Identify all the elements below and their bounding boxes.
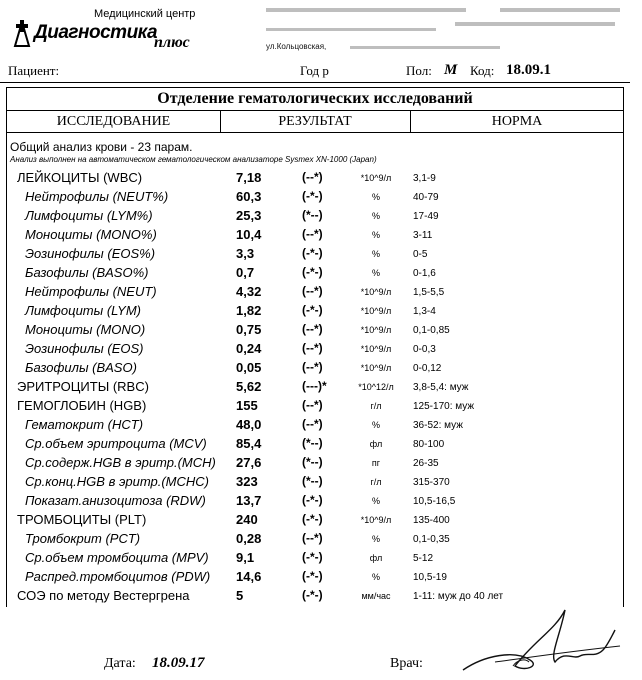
result-value: 13,7 <box>236 493 262 508</box>
result-value: 5,62 <box>236 379 262 394</box>
result-value: 27,6 <box>236 455 262 470</box>
result-value: 48,0 <box>236 417 262 432</box>
result-norm: 0,1-0,85 <box>413 325 450 336</box>
result-name: Распред.тромбоцитов (PDW) <box>25 569 211 584</box>
result-norm: 10,5-16,5 <box>413 496 456 507</box>
result-unit: *10^12/л <box>358 382 394 392</box>
result-name: Лимфоциты (LYM%) <box>25 208 153 223</box>
result-flag: (-*-) <box>302 246 323 260</box>
result-unit: % <box>371 211 380 221</box>
result-flag: (--*) <box>302 360 323 374</box>
result-name: Моноциты (MONO) <box>25 322 146 337</box>
result-value: 155 <box>236 398 258 413</box>
redacted-contact-2 <box>500 8 620 12</box>
result-flag: (-*-) <box>302 550 323 564</box>
result-row <box>0 569 642 588</box>
result-norm: 0-0,12 <box>413 363 442 374</box>
patient-info-row <box>0 62 642 82</box>
result-name: ЛЕЙКОЦИТЫ (WBC) <box>17 170 143 185</box>
result-value: 4,32 <box>236 284 262 299</box>
result-norm: 3,8-5,4: муж <box>413 382 469 393</box>
result-unit: *10^9/л <box>360 515 392 525</box>
redacted-contact-1 <box>266 8 466 12</box>
result-row <box>0 303 642 322</box>
result-row <box>0 246 642 265</box>
result-name: СОЭ по методу Вестергрена <box>17 588 190 603</box>
result-name: Моноциты (MONO%) <box>25 227 157 242</box>
result-row <box>0 474 642 493</box>
result-flag: (--*) <box>302 227 323 241</box>
date-value: 18.09.17 <box>152 655 205 671</box>
result-norm: 0-0,3 <box>413 344 436 355</box>
column-header-study: ИССЛЕДОВАНИЕ <box>7 111 221 133</box>
date-label: Дата: <box>104 656 136 671</box>
result-row <box>0 550 642 569</box>
result-unit: % <box>371 268 380 278</box>
result-unit: г/л <box>370 477 382 487</box>
column-header-norm: НОРМА <box>411 111 623 133</box>
result-row <box>0 398 642 417</box>
divider <box>0 82 630 83</box>
result-row <box>0 208 642 227</box>
result-flag: (*--) <box>302 436 323 450</box>
birth-year-label: Год р <box>300 63 329 78</box>
result-row <box>0 189 642 208</box>
result-unit: мм/час <box>361 591 391 601</box>
result-unit: % <box>371 420 380 430</box>
result-value: 0,75 <box>236 322 262 337</box>
result-value: 85,4 <box>236 436 262 451</box>
analysis-note: Анализ выполнен на автоматическом гематологическом анализаторе Sysmex XN-1000 (Japan) <box>10 155 377 164</box>
code-value: 18.09.1 <box>506 62 551 78</box>
result-norm: 315-370 <box>413 477 450 488</box>
result-unit: фл <box>369 439 383 449</box>
result-name: Эозинофилы (EOS%) <box>25 246 156 261</box>
result-unit: % <box>371 230 380 240</box>
result-norm: 1-11: муж до 40 лет <box>413 591 504 602</box>
result-flag: (--*) <box>302 284 323 298</box>
result-flag: (*--) <box>302 474 323 488</box>
result-row <box>0 360 642 379</box>
result-name: Ср.объем тромбоцита (MPV) <box>25 550 209 565</box>
result-name: Ср.содерж.HGB в эритр.(MCH) <box>25 455 216 470</box>
result-norm: 1,5-5,5 <box>413 287 445 298</box>
result-flag: (-*-) <box>302 493 323 507</box>
result-norm: 0,1-0,35 <box>413 534 450 545</box>
result-flag: (*--) <box>302 208 323 222</box>
redacted-contact-4 <box>455 22 615 26</box>
result-row <box>0 417 642 436</box>
result-value: 240 <box>236 512 258 527</box>
result-norm: 0-5 <box>413 249 428 260</box>
doctor-label: Врач: <box>390 656 423 671</box>
redacted-contact-3 <box>266 28 436 31</box>
result-value: 9,1 <box>236 550 255 565</box>
logo-main-text: Диагностика <box>34 22 158 43</box>
result-unit: *10^9/л <box>360 325 392 335</box>
result-row <box>0 284 642 303</box>
result-unit: % <box>371 496 380 506</box>
result-flag: (-*-) <box>302 569 323 583</box>
result-flag: (--*) <box>302 417 323 431</box>
result-flag: (--*) <box>302 398 323 412</box>
result-norm: 5-12 <box>413 553 434 564</box>
result-value: 60,3 <box>236 189 262 204</box>
logo-top-text: Медицинский центр <box>94 8 196 20</box>
result-value: 3,3 <box>236 246 255 261</box>
result-norm: 0-1,6 <box>413 268 436 279</box>
result-name: Тромбокрит (PCT) <box>25 531 141 546</box>
result-norm: 80-100 <box>413 439 445 450</box>
code-label: Код: <box>470 63 495 78</box>
result-norm: 17-49 <box>413 211 439 222</box>
result-name: Ср.конц.HGB в эритр.(MCHC) <box>25 474 210 489</box>
result-row <box>0 531 642 550</box>
result-unit: фл <box>369 553 383 563</box>
result-name: ЭРИТРОЦИТЫ (RBC) <box>17 379 149 394</box>
result-name: Лимфоциты (LYM) <box>25 303 142 318</box>
department-title: Отделение гематологических исследований <box>7 88 623 111</box>
result-flag: (---)* <box>302 379 327 393</box>
result-value: 0,28 <box>236 531 262 546</box>
result-unit: % <box>371 534 380 544</box>
result-row <box>0 512 642 531</box>
result-flag: (--*) <box>302 170 323 184</box>
redacted-contact-5 <box>350 46 500 49</box>
result-row <box>0 265 642 284</box>
result-norm: 3-11 <box>413 230 433 241</box>
result-value: 7,18 <box>236 170 262 185</box>
clinic-cross-icon <box>12 20 32 48</box>
sex-label: Пол: <box>406 63 432 78</box>
result-row <box>0 170 642 189</box>
result-unit: пг <box>371 458 381 468</box>
result-value: 0,05 <box>236 360 262 375</box>
result-value: 5 <box>236 588 244 603</box>
sex-value: М <box>444 62 458 78</box>
result-value: 323 <box>236 474 258 489</box>
result-norm: 36-52: муж <box>413 420 463 431</box>
result-norm: 10,5-19 <box>413 572 447 583</box>
result-norm: 135-400 <box>413 515 450 526</box>
result-norm: 3,1-9 <box>413 173 436 184</box>
result-unit: *10^9/л <box>360 344 392 354</box>
result-value: 25,3 <box>236 208 262 223</box>
result-unit: *10^9/л <box>360 306 392 316</box>
column-header-result: РЕЗУЛЬТАТ <box>220 111 411 133</box>
result-flag: (-*-) <box>302 588 323 602</box>
result-unit: г/л <box>370 401 382 411</box>
result-unit: *10^9/л <box>360 363 392 373</box>
clinic-address: ул.Кольцовская, <box>266 42 327 51</box>
result-flag: (-*-) <box>302 265 323 279</box>
result-name: ТРОМБОЦИТЫ (PLT) <box>17 512 147 527</box>
result-flag: (*--) <box>302 455 323 469</box>
analysis-title: Общий анализ крови - 23 парам. <box>10 140 193 154</box>
clinic-logo <box>6 8 206 56</box>
result-flag: (-*-) <box>302 189 323 203</box>
result-flag: (--*) <box>302 322 323 336</box>
result-flag: (--*) <box>302 341 323 355</box>
result-row <box>0 493 642 512</box>
result-row <box>0 436 642 455</box>
result-name: Базофилы (BASO%) <box>25 265 149 280</box>
result-row <box>0 341 642 360</box>
result-value: 0,7 <box>236 265 255 280</box>
result-name: Ср.объем эритроцита (MCV) <box>25 436 207 451</box>
result-value: 0,24 <box>236 341 262 356</box>
result-unit: *10^9/л <box>360 287 392 297</box>
result-name: Эозинофилы (EOS) <box>25 341 144 356</box>
result-name: Нейтрофилы (NEUT%) <box>25 189 169 204</box>
result-unit: % <box>371 192 380 202</box>
result-unit: % <box>371 572 380 582</box>
result-norm: 125-170: муж <box>413 401 475 412</box>
result-value: 14,6 <box>236 569 262 584</box>
result-row <box>0 455 642 474</box>
logo-sub-text: плюс <box>154 34 190 51</box>
result-value: 1,82 <box>236 303 262 318</box>
result-name: ГЕМОГЛОБИН (HGB) <box>17 398 147 413</box>
result-name: Базофилы (BASO) <box>25 360 137 375</box>
result-value: 10,4 <box>236 227 262 242</box>
result-name: Гематокрит (HCT) <box>25 417 144 432</box>
result-norm: 1,3-4 <box>413 306 436 317</box>
doctor-signature <box>455 600 625 680</box>
result-row <box>0 322 642 341</box>
result-unit: % <box>371 249 380 259</box>
result-norm: 40-79 <box>413 192 439 203</box>
result-row <box>0 379 642 398</box>
result-flag: (-*-) <box>302 303 323 317</box>
result-row <box>0 227 642 246</box>
result-unit: *10^9/л <box>360 173 392 183</box>
result-name: Показат.анизоцитоза (RDW) <box>25 493 206 508</box>
result-flag: (--*) <box>302 531 323 545</box>
result-flag: (-*-) <box>302 512 323 526</box>
result-norm: 26-35 <box>413 458 439 469</box>
result-name: Нейтрофилы (NEUT) <box>25 284 157 299</box>
patient-label: Пациент: <box>8 63 60 78</box>
